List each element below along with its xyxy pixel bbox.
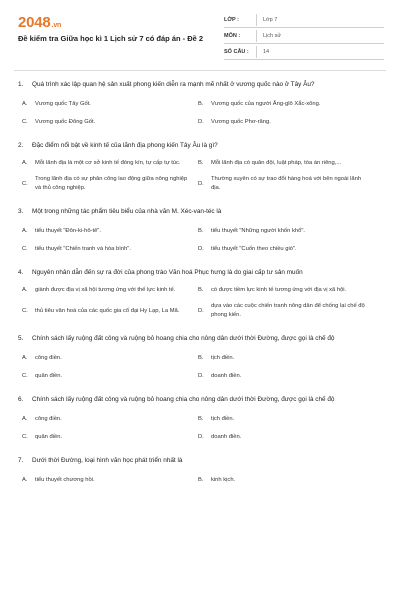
option-text: tiểu thuyết "Đôn-ki-hô-tê". — [35, 228, 101, 234]
question-number: 1. — [18, 81, 24, 88]
answer-option[interactable] — [22, 372, 194, 381]
answer-option[interactable] — [22, 227, 194, 236]
option-letter: C. — [22, 180, 28, 187]
meta-separator — [256, 30, 257, 42]
option-text: Thường xuyên có sự trao đổi hàng hoá với bên ngoài lãnh địa. — [211, 176, 362, 191]
question-text: Đặc điểm nổi bật về kinh tế của lãnh địa phong kiến Tây Âu là gì? — [32, 142, 218, 149]
answer-option[interactable] — [22, 159, 194, 168]
option-letter: B. — [198, 477, 204, 483]
header-divider — [14, 70, 386, 71]
meta-value: 14 — [263, 48, 270, 55]
meta-table — [224, 12, 384, 60]
question-text: Chính sách lấy ruộng đất công và ruộng bỏ hoang chia cho nông dân dưới thời Đường, được gọi là chế độ — [32, 396, 335, 403]
question — [18, 334, 384, 381]
answer-option[interactable] — [22, 286, 194, 295]
meta-separator — [256, 46, 257, 58]
meta-row-subject — [224, 28, 384, 44]
option-letter: B. — [198, 228, 204, 234]
meta-key: SỐ CÂU : — [224, 48, 249, 55]
question — [18, 395, 384, 442]
question-number: 6. — [18, 396, 24, 403]
option-letter: A. — [22, 101, 28, 107]
option-text: tịch điền. — [211, 355, 235, 361]
option-text: Mỗi lãnh địa có quân đội, luật pháp, tòa án riêng,... — [211, 160, 342, 166]
option-letter: B. — [198, 416, 204, 422]
option-letter: A. — [22, 477, 28, 483]
option-text: kinh kịch. — [211, 477, 236, 483]
option-text: công điền. — [35, 355, 62, 361]
question-text: Một trong những tác phẩm tiêu biểu của nhà văn M. Xéc-van-téc là — [32, 208, 222, 215]
question-text: Nguyên nhân dẫn đến sự ra đời của phong trào Văn hoá Phục hưng là do giai cấp tư sản muốn — [32, 269, 303, 276]
option-text: quân điền. — [35, 434, 63, 440]
option-letter: C. — [22, 307, 28, 314]
answer-option[interactable] — [22, 476, 194, 485]
answer-option[interactable] — [198, 433, 370, 442]
option-text: doanh điền. — [211, 434, 242, 440]
answer-option[interactable] — [198, 286, 370, 295]
option-letter: D. — [198, 307, 204, 314]
option-letter: C. — [22, 434, 28, 440]
option-letter: D. — [198, 373, 204, 379]
option-text: doanh điền. — [211, 373, 242, 379]
option-letter: D. — [198, 434, 204, 440]
meta-value: Lớp 7 — [263, 16, 278, 23]
option-letter: B. — [198, 287, 204, 293]
meta-separator — [256, 14, 257, 26]
document-title: Đề kiểm tra Giữa học kì 1 Lịch sử 7 có đáp án - Đề 2 — [18, 34, 204, 43]
option-letter: C. — [22, 119, 28, 125]
question — [18, 141, 384, 193]
question — [18, 80, 384, 127]
option-text: Vương quốc của người Ăng-glô Xắc-xông. — [211, 101, 321, 107]
meta-key: LỚP : — [224, 16, 239, 23]
option-letter: A. — [22, 228, 28, 234]
option-letter: C. — [22, 373, 28, 379]
logo-main-text: 2048 — [18, 14, 51, 31]
answer-option[interactable] — [22, 175, 194, 193]
question — [18, 207, 384, 254]
option-text: thủ tiêu văn hoá của các quốc gia cổ đại Hy Lạp, La Mã. — [35, 307, 180, 314]
option-text: quân điền. — [35, 373, 63, 379]
answer-option[interactable] — [22, 302, 194, 320]
question-number: 7. — [18, 457, 24, 464]
option-text: Trong lãnh địa có sự phân công lao động giữa nông nghiệp và thủ công nghiệp. — [35, 176, 188, 191]
option-letter: D. — [198, 246, 204, 252]
option-letter: A. — [22, 355, 28, 361]
option-letter: C. — [22, 246, 28, 252]
option-letter: D. — [198, 180, 204, 187]
option-text: Vương quốc Tây Gốt. — [35, 101, 91, 107]
answer-option[interactable] — [198, 476, 370, 485]
option-text: Vương quốc Phơ-răng. — [211, 119, 271, 125]
page-header — [0, 0, 400, 68]
meta-value: Lịch sử — [263, 32, 282, 39]
question — [18, 268, 384, 320]
option-letter: B. — [198, 355, 204, 361]
option-text: giành được địa vị xã hội tương ứng với thế lực kinh tế. — [35, 287, 176, 293]
option-text: tiểu thuyết "Những người khốn khổ". — [211, 228, 305, 234]
option-text: tiểu thuyết "Cuốn theo chiều gió". — [211, 246, 297, 252]
answer-option[interactable] — [198, 245, 370, 254]
option-letter: B. — [198, 101, 204, 107]
answer-option[interactable] — [198, 415, 370, 424]
answer-option[interactable] — [22, 118, 194, 127]
question — [18, 456, 384, 485]
answer-option[interactable] — [198, 118, 370, 127]
option-text: tịch điền. — [211, 416, 235, 422]
meta-key: MÔN : — [224, 32, 241, 39]
answer-option[interactable] — [198, 227, 370, 236]
option-text: dựa vào các cuộc chiến tranh nông dân để chống lại chế độ phong kiến. — [211, 303, 365, 318]
meta-row-count — [224, 44, 384, 60]
answer-option[interactable] — [198, 354, 370, 363]
option-text: Mỗi lãnh địa là một cơ sở kinh tế đóng kín, tự cấp tự túc. — [35, 160, 181, 166]
answer-option[interactable] — [198, 100, 370, 109]
option-text: Vương quốc Đông Gốt. — [35, 119, 96, 125]
option-text: tiểu thuyết "Chiến tranh và hòa bình". — [35, 246, 131, 252]
option-text: có được tiềm lực kinh tế tương ứng với địa vị xã hội. — [211, 287, 347, 293]
option-letter: A. — [22, 160, 28, 166]
question-number: 3. — [18, 208, 24, 215]
question-text: Chính sách lấy ruộng đất công và ruộng bỏ hoang chia cho nông dân dưới thời Đường, được gọi là chế độ — [32, 335, 335, 342]
option-letter: A. — [22, 287, 28, 293]
option-letter: A. — [22, 416, 28, 422]
answer-option[interactable] — [198, 372, 370, 381]
answer-option[interactable] — [22, 354, 194, 363]
answer-option[interactable] — [22, 245, 194, 254]
answer-option[interactable] — [198, 302, 370, 320]
answer-option[interactable] — [22, 415, 194, 424]
question-number: 4. — [18, 269, 24, 276]
answer-option[interactable] — [22, 100, 194, 109]
question-number: 2. — [18, 142, 24, 149]
question-list — [18, 80, 384, 499]
option-letter: D. — [198, 119, 204, 125]
meta-row-class — [224, 12, 384, 28]
answer-option[interactable] — [198, 175, 370, 193]
question-text: Dưới thời Đường, loại hình văn học phát triển nhất là — [32, 457, 183, 464]
option-text: tiểu thuyết chương hồi. — [35, 477, 95, 483]
question-number: 5. — [18, 335, 24, 342]
logo-sub-text: .vn — [51, 22, 62, 29]
site-logo[interactable] — [18, 14, 61, 31]
answer-option[interactable] — [22, 433, 194, 442]
option-text: công điền. — [35, 416, 62, 422]
answer-option[interactable] — [198, 159, 370, 168]
question-text: Quá trình xác lập quan hệ sản xuất phong kiến diễn ra mạnh mẽ nhất ở vương quốc nào ở Tây Âu? — [32, 81, 315, 88]
option-letter: B. — [198, 160, 204, 166]
